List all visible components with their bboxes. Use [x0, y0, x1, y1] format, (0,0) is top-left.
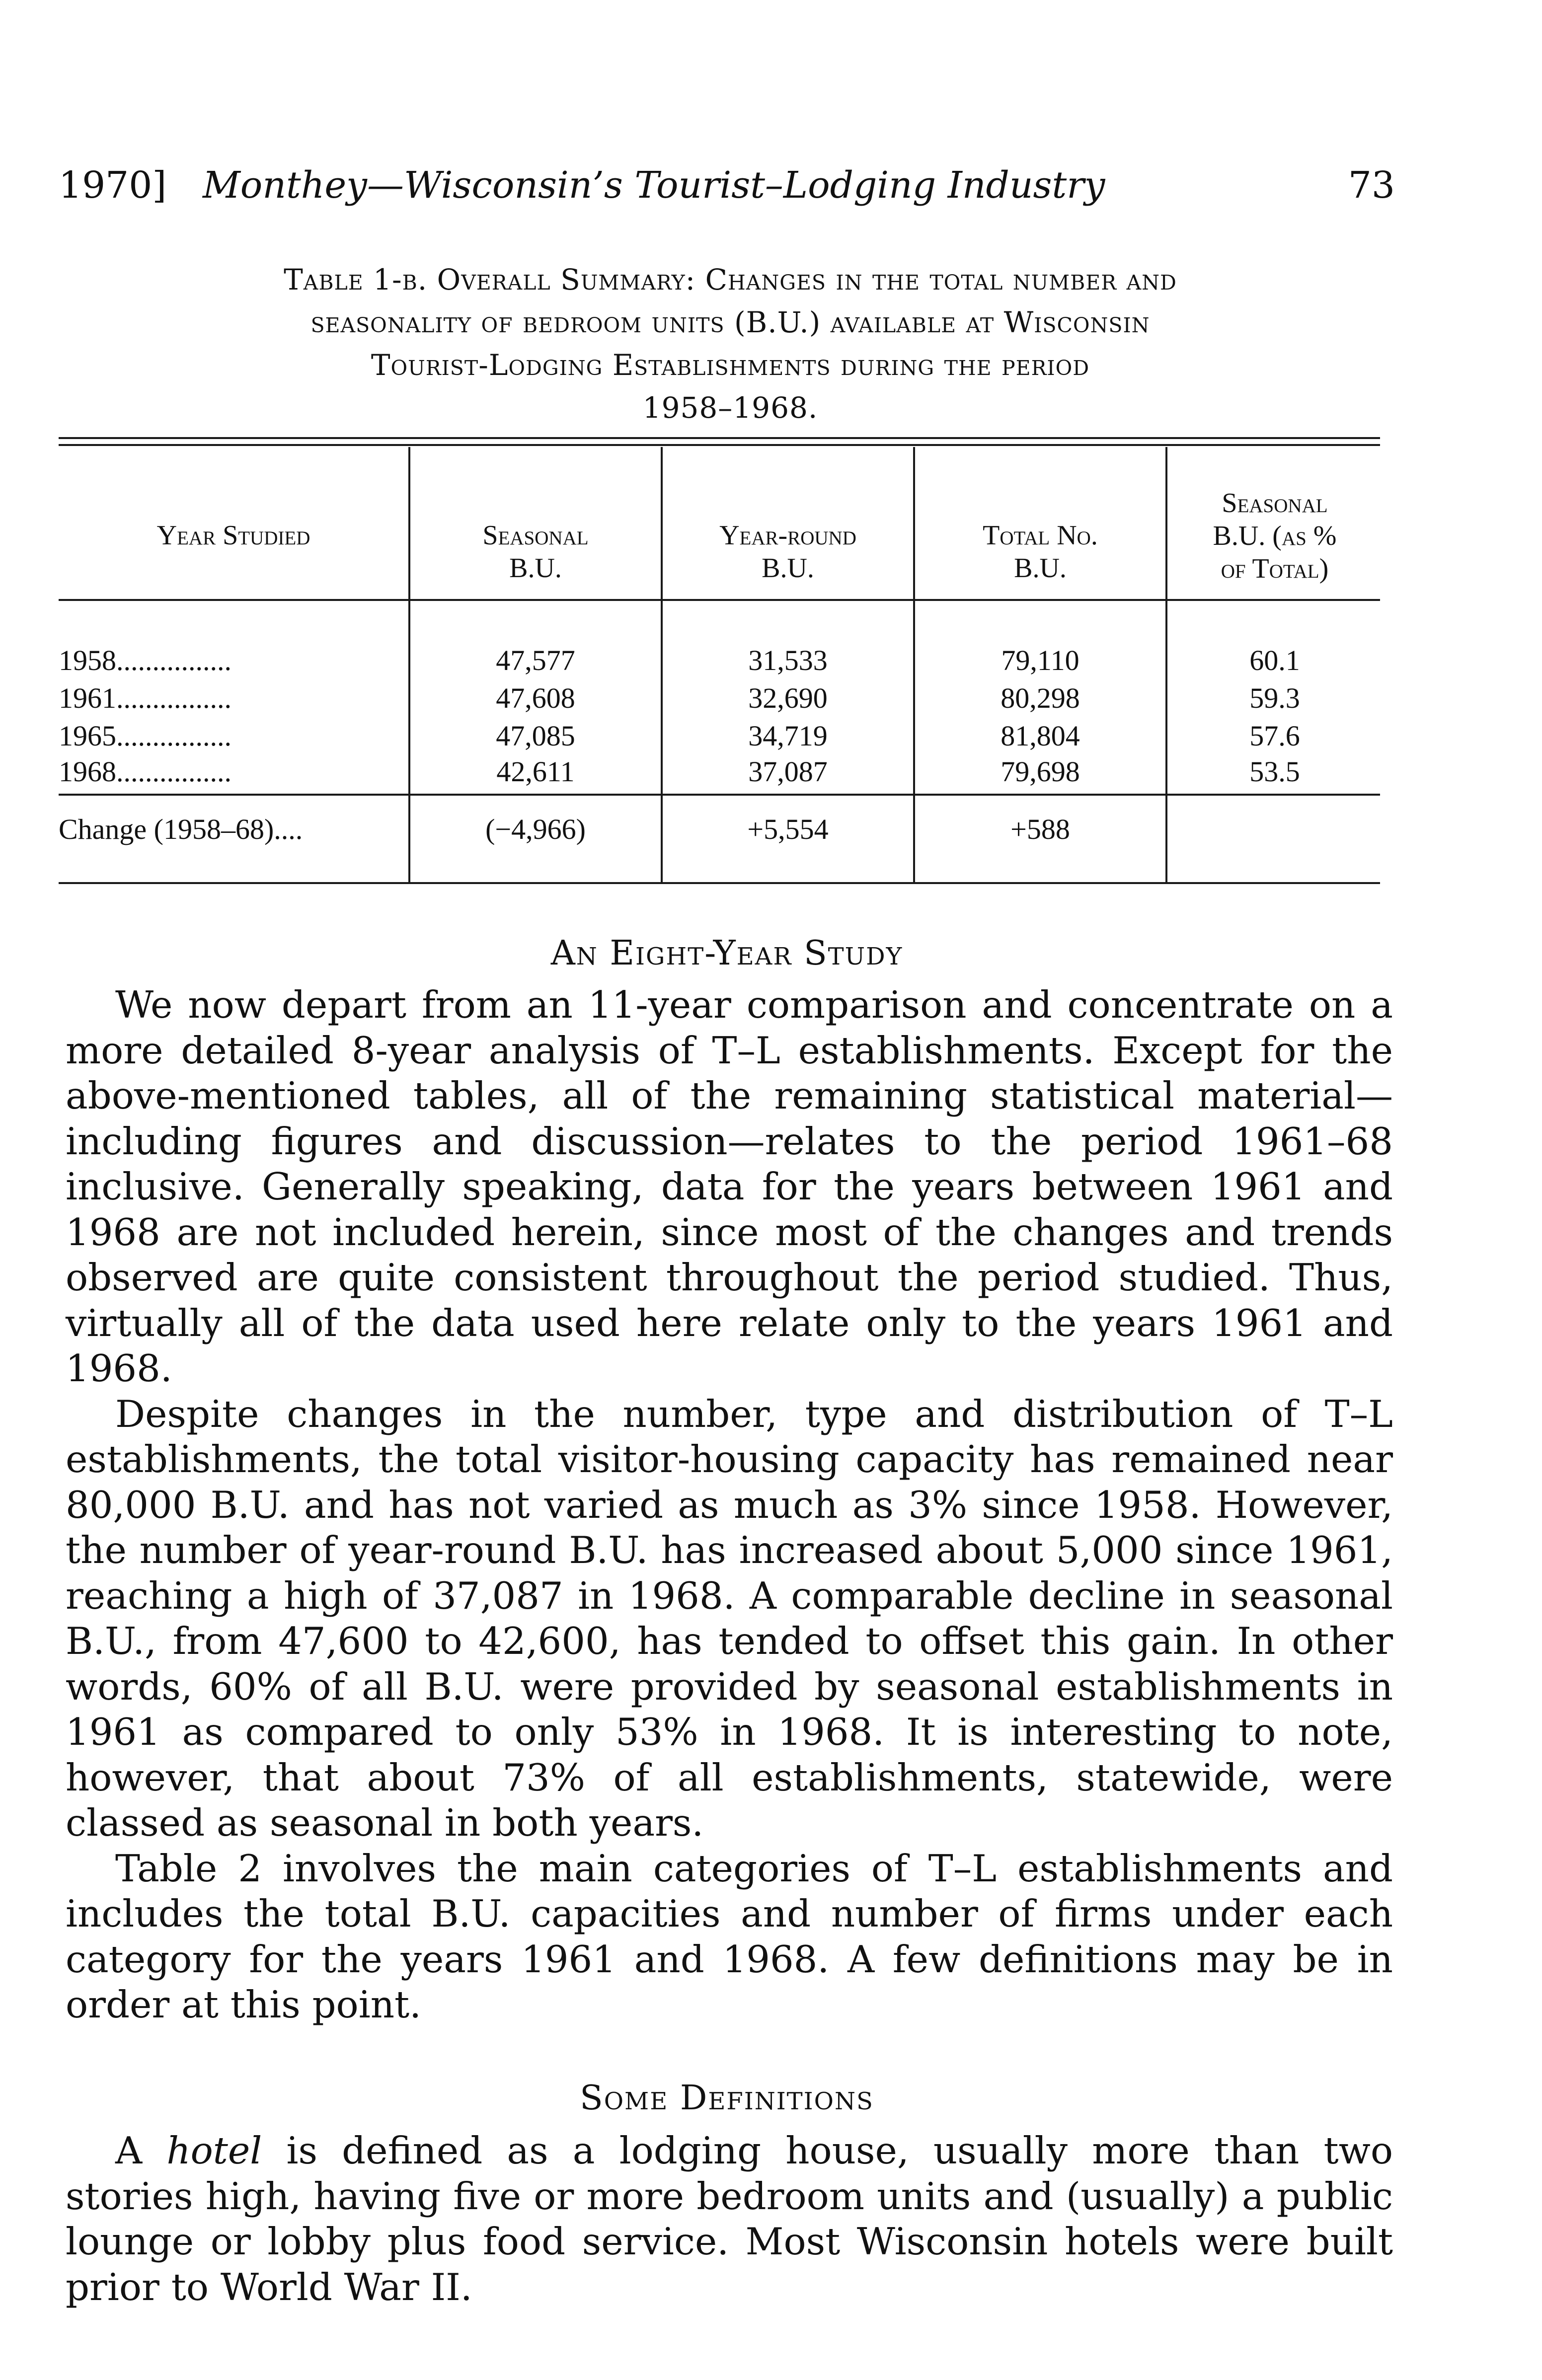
cell-seasonal: 47,577: [496, 644, 575, 676]
cell-pct: 60.1: [1249, 644, 1300, 676]
col-header-pct: Seasonal B.U. (as % of Total): [1213, 488, 1337, 584]
cell-yearround: 32,690: [748, 682, 828, 714]
section-body: [66, 2128, 1393, 2310]
paragraph: We now depart from an 11-year comparison and concentrate on a more detailed 8-year analysis of T–L establishments. Except for the above-mentioned tables, all of the remaining statistical material—including figures and discussion—relates to the period 1961–68 inclusive. Generally speaking, data for the years between 1961 and 1968 are not included herein, since most of the changes and trends observed are quite consistent throughout the period studied. Thus, virtually all of the data used here relate only to the years 1961 and 1968.: [66, 983, 1393, 1390]
page-number: 73: [1348, 164, 1395, 207]
header-year: 1970]: [59, 164, 167, 207]
running-header: [59, 158, 1395, 213]
col-header-yearround: Year-round B.U.: [719, 520, 856, 584]
paragraph: A hotel is defined as a lodging house, usually more than two stories high, having five or more bedroom units and (usually) a public lounge or lobby plus food service. Most Wisconsin hotels were built prior to World War II.: [66, 2129, 1393, 2309]
running-title: Monthey—Wisconsin’s Tourist–Lodging Industry: [203, 164, 1105, 207]
section-body: [66, 982, 1393, 2028]
cell-yearround: 37,087: [748, 755, 828, 788]
caption-line: seasonality of bedroom units (B.U.) available at Wisconsin: [310, 305, 1150, 339]
cell-pct: 57.6: [1249, 720, 1300, 752]
cell-total: 79,110: [1001, 644, 1079, 676]
body-bottom-rule: [59, 794, 1380, 796]
col-header-year: Year Studied: [156, 520, 310, 551]
cell-total: 81,804: [1001, 720, 1080, 752]
section-heading: An Eight-Year Study: [550, 934, 903, 973]
caption-line: Table 1-b. Overall Summary: Changes in the total number and: [284, 263, 1177, 297]
change-total: +588: [1010, 813, 1070, 845]
table-top-rule: [59, 444, 1380, 446]
change-yearround: +5,554: [747, 813, 829, 845]
cell-yearround: 34,719: [748, 720, 828, 752]
cell-seasonal: 47,085: [496, 720, 575, 752]
change-seasonal: (−4,966): [485, 813, 586, 845]
caption-line: 1958–1968.: [642, 391, 818, 425]
caption-line: Tourist-Lodging Establishments during the period: [371, 348, 1090, 382]
cell-seasonal: 42,611: [496, 755, 575, 788]
cell-yearround: 31,533: [748, 644, 828, 676]
table-caption: [114, 258, 1346, 429]
section-heading: Some Definitions: [580, 2079, 874, 2118]
change-row-label: Change (1958–68)....: [59, 813, 303, 845]
row-year-label: 1968................: [59, 755, 231, 788]
cell-pct: 53.5: [1249, 755, 1300, 788]
cell-seasonal: 47,608: [496, 682, 575, 714]
table-bottom-rule: [59, 882, 1380, 884]
paragraph: Despite changes in the number, type and distribution of T–L establishments, the total visitor-housing capacity has remained near 80,000 B.U. and has not varied as much as 3% since 1958. However, the number of year-round B.U. has increased about 5,000 since 1961, reaching a high of 37,087 in 1968. A comparable decline in seasonal B.U., from 47,600 to 42,600, has tended to offset this gain. In other words, 60% of all B.U. were provided by seasonal establishments in 1961 as compared to only 53% in 1968. It is interesting to note, however, that about 73% of all establishments, statewide, were classed as seasonal in both years.: [66, 1392, 1393, 1845]
row-year-label: 1961................: [59, 682, 231, 714]
cell-total: 79,698: [1001, 755, 1080, 788]
header-bottom-rule: [59, 599, 1380, 601]
col-header-total: Total No. B.U.: [983, 520, 1098, 584]
row-year-label: 1965................: [59, 720, 231, 752]
cell-total: 80,298: [1001, 682, 1080, 714]
col-header-seasonal: Seasonal B.U.: [482, 520, 589, 584]
cell-pct: 59.3: [1249, 682, 1300, 714]
table-top-rule: [59, 437, 1380, 439]
defined-term: hotel: [166, 2129, 262, 2172]
row-year-label: 1958................: [59, 644, 231, 676]
paragraph: Table 2 involves the main categories of T–L establishments and includes the total B.U. capacities and number of firms under each category for the years 1961 and 1968. A few definitions may be in order at this point.: [66, 1846, 1393, 2026]
